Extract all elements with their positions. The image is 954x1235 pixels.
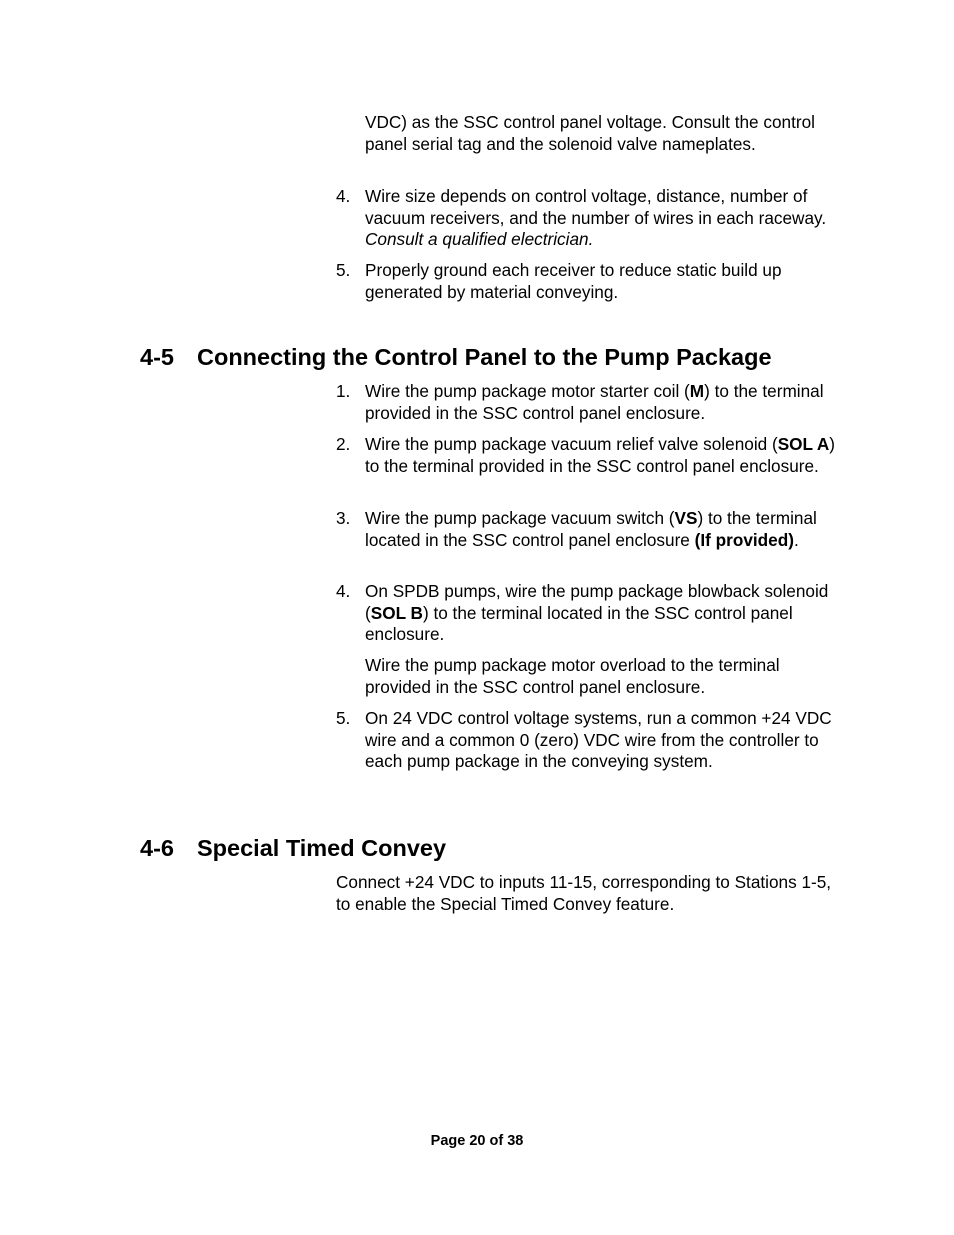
item-text: ) to the terminal provided in the SSC control panel enclosure. <box>365 381 824 423</box>
list-item-3-continuation <box>365 112 845 155</box>
page-number: Page 20 of 38 <box>430 1133 524 1149</box>
section-number: 4-6 <box>140 835 174 861</box>
item-text: On SPDB pumps, wire the pump package blowback solenoid ( <box>365 581 829 623</box>
section-title: Special Timed Convey <box>197 835 447 861</box>
item-text: Wire the pump package vacuum switch ( <box>365 508 675 528</box>
item-text: ) to the terminal located in the SSC control panel enclosure <box>365 508 817 550</box>
list-number: 4. <box>336 581 351 601</box>
item-text: Wire the pump package vacuum relief valve solenoid ( <box>365 434 778 454</box>
list-number: 1. <box>336 381 351 401</box>
list-number: 3. <box>336 508 351 528</box>
list-item-2 <box>365 434 845 477</box>
list-number: 2. <box>336 434 351 454</box>
list-number: 5. <box>336 708 351 728</box>
item-text: ) to the terminal provided in the SSC control panel enclosure. <box>365 434 836 476</box>
item-text: On 24 VDC control voltage systems, run a common +24 VDC wire and a common 0 (zero) VDC wire from the controller to each pump package in the conveying system. <box>365 708 832 772</box>
item-bold: VS <box>674 508 698 528</box>
section-heading-4-5 <box>140 343 772 371</box>
item-bold: SOL B <box>370 602 423 623</box>
section-heading-4-6 <box>140 834 446 862</box>
item-text: Wire the pump package motor starter coil ( <box>365 381 690 401</box>
item-text: VDC) as the SSC control panel voltage. Consult the control panel serial tag and the solenoid valve nameplates. <box>365 112 815 154</box>
item-text: ) to the terminal located in the SSC control panel enclosure. <box>365 602 793 645</box>
list-number: 4. <box>336 186 351 206</box>
item-bold: (If provided) <box>694 529 794 550</box>
list-item-4-extra <box>365 655 845 698</box>
section-number: 4-5 <box>140 344 174 370</box>
section-body: Connect +24 VDC to inputs 11-15, corresponding to Stations 1-5, to enable the Special Timed Convey feature. <box>336 872 832 914</box>
item-text: Properly ground each receiver to reduce static build up generated by material conveying. <box>365 260 782 302</box>
list-number: 5. <box>336 260 351 280</box>
item-text: Wire size depends on control voltage, distance, number of vacuum receivers, and the number of wires in each raceway. <box>365 186 827 228</box>
item-text: . <box>793 529 799 550</box>
item-text: Wire the pump package motor overload to the terminal provided in the SSC control panel enclosure. <box>365 655 780 697</box>
item-italic-note: Consult a qualified electrician. <box>365 229 594 250</box>
section-title: Connecting the Control Panel to the Pump Package <box>197 344 772 370</box>
list-item-3 <box>365 508 845 551</box>
list-item-5 <box>365 260 845 303</box>
list-item-4 <box>365 186 845 251</box>
list-item-4 <box>365 581 845 646</box>
item-bold: M <box>689 381 705 401</box>
list-item-5 <box>365 708 845 773</box>
item-bold: SOL A <box>777 434 830 454</box>
list-item-1 <box>365 381 845 424</box>
